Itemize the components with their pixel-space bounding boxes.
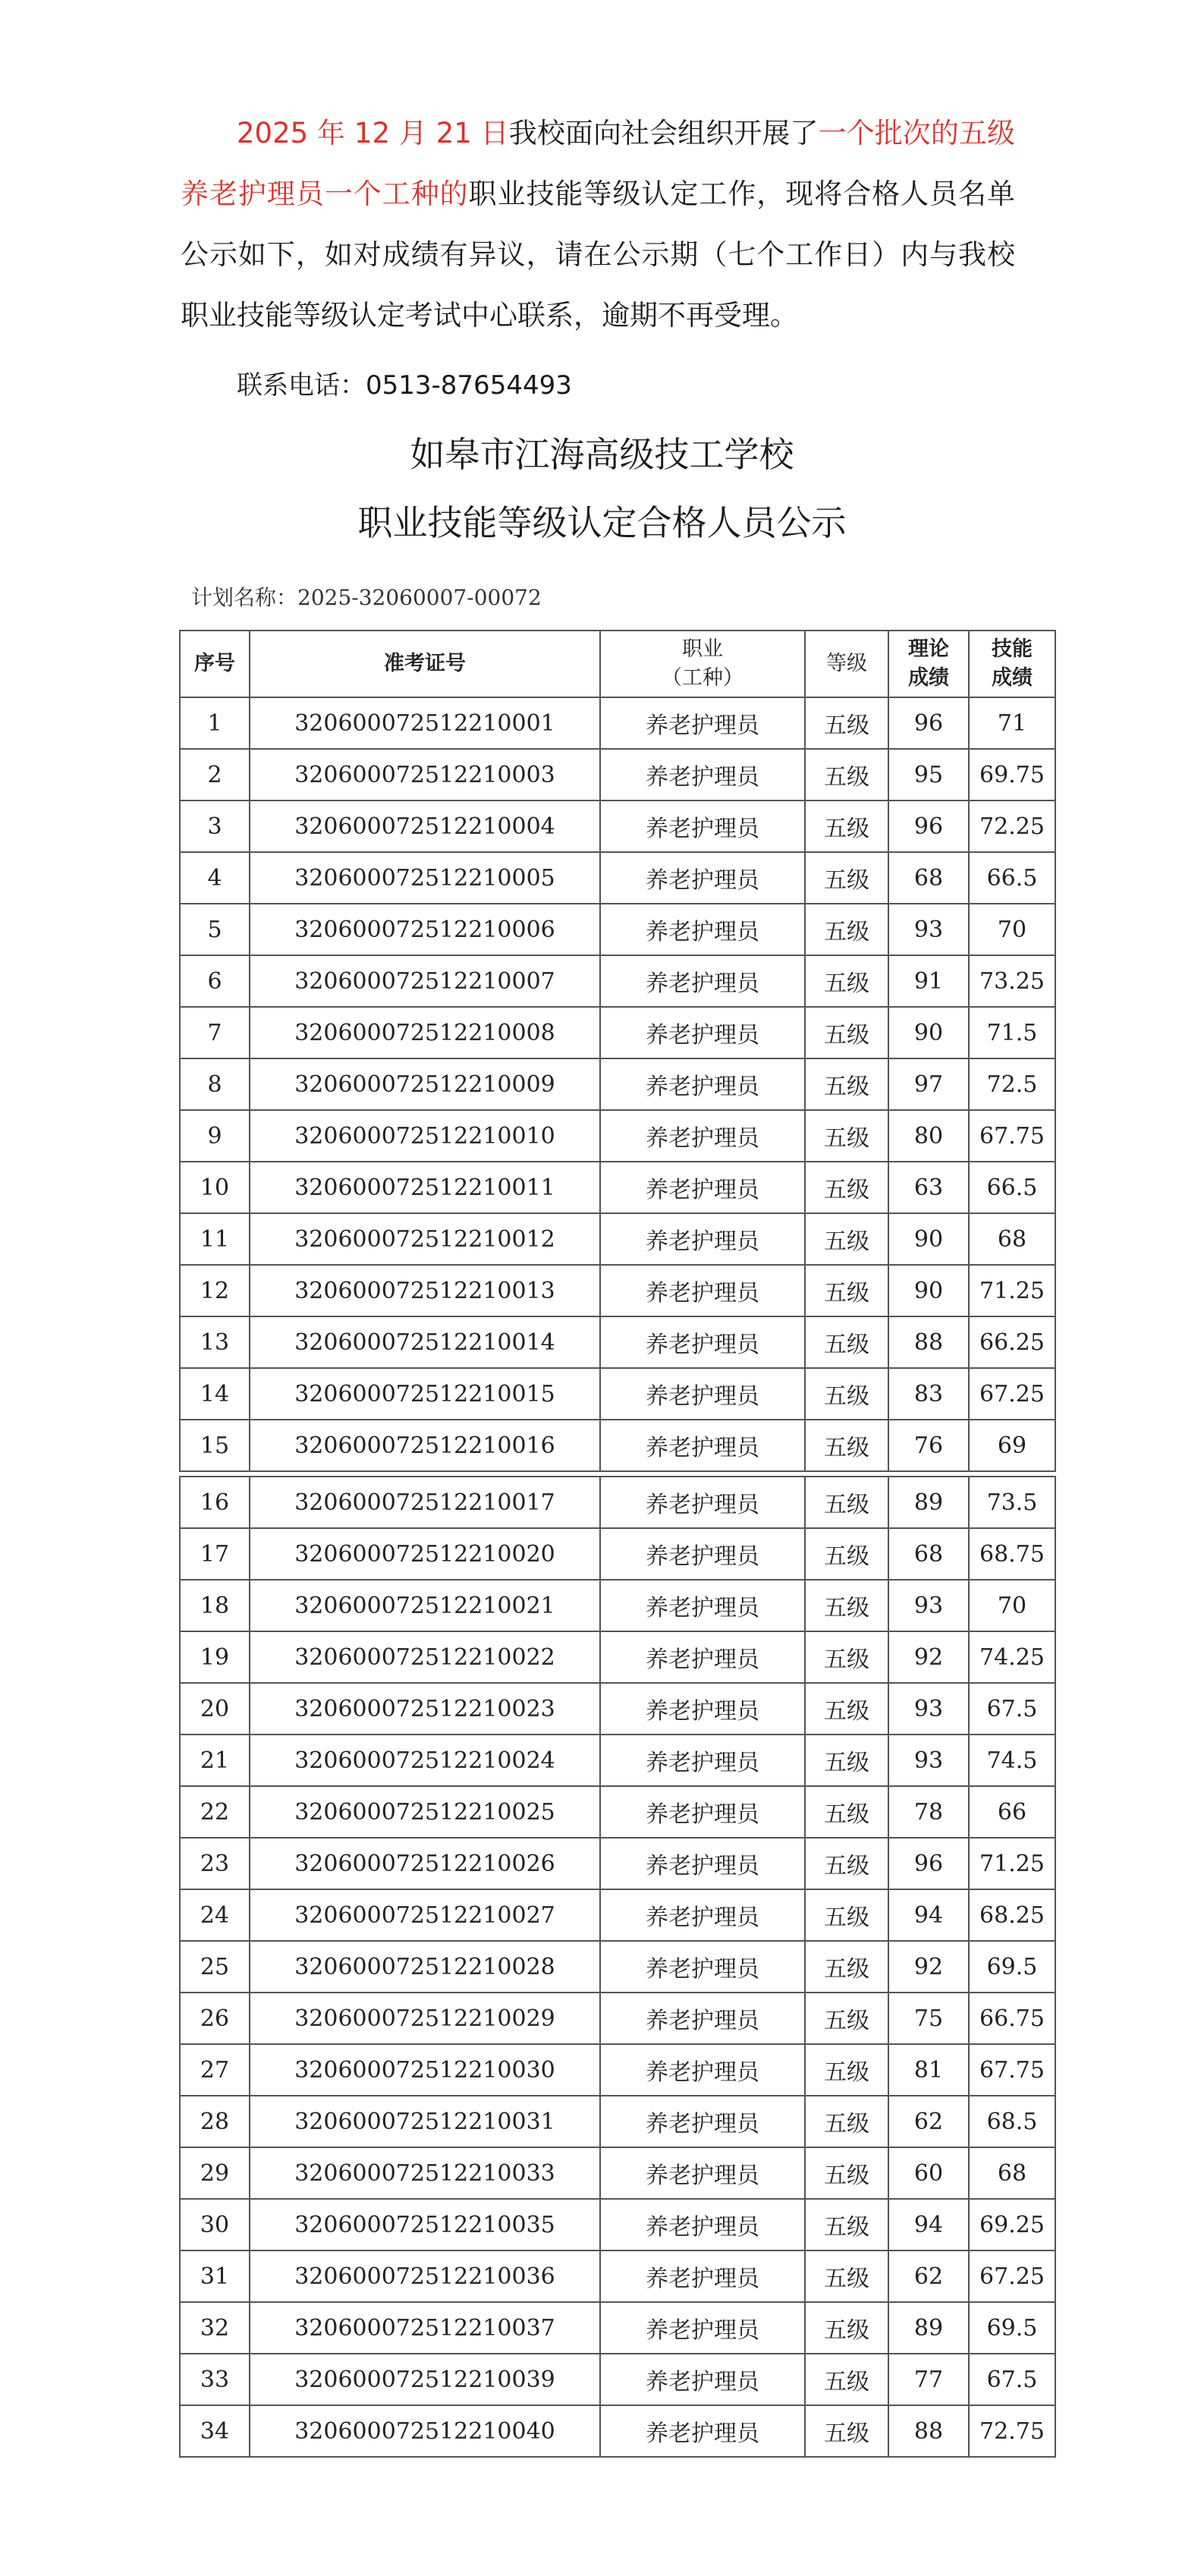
row-index: 7 [180, 1007, 250, 1058]
row-theory-score: 90 [888, 1007, 969, 1058]
header-index: 序号 [180, 631, 250, 697]
row-skill-score: 66.75 [969, 1993, 1055, 2044]
row-theory-score: 77 [888, 2354, 969, 2405]
row-exam-no: 320600072512210022 [250, 1631, 600, 1683]
row-exam-no: 320600072512210039 [250, 2354, 600, 2405]
row-theory-score: 75 [888, 1993, 969, 2044]
row-level: 五级 [805, 1162, 888, 1213]
row-exam-no: 320600072512210027 [250, 1889, 600, 1941]
row-theory-score: 76 [888, 1420, 969, 1471]
table-row [180, 1265, 1055, 1316]
row-index: 1 [180, 697, 250, 749]
row-job: 养老护理员 [600, 2405, 805, 2457]
row-index: 34 [180, 2405, 250, 2457]
row-index: 15 [180, 1420, 250, 1471]
row-index: 4 [180, 852, 250, 904]
row-skill-score: 70 [969, 1580, 1055, 1631]
row-theory-score: 93 [888, 904, 969, 955]
contact-label: 联系电话： [237, 370, 366, 401]
intro-date: 2025 年 12 月 21 日 [237, 117, 509, 149]
table-row [180, 1528, 1055, 1580]
table-row [180, 2302, 1055, 2354]
row-job: 养老护理员 [600, 1889, 805, 1941]
row-level: 五级 [805, 1213, 888, 1265]
row-job: 养老护理员 [600, 1941, 805, 1993]
row-job: 养老护理员 [600, 2096, 805, 2147]
row-index: 8 [180, 1058, 250, 1110]
row-exam-no: 320600072512210024 [250, 1735, 600, 1786]
table-row [180, 1993, 1055, 2044]
table-body-part-1 [180, 697, 1055, 1471]
row-skill-score: 68 [969, 1213, 1055, 1265]
row-skill-score: 68.25 [969, 1889, 1055, 1941]
row-theory-score: 94 [888, 2199, 969, 2250]
table-row [180, 1007, 1055, 1058]
row-exam-no: 320600072512210021 [250, 1580, 600, 1631]
row-exam-no: 320600072512210040 [250, 2405, 600, 2457]
row-job: 养老护理员 [600, 1213, 805, 1265]
plan-name: 计划名称：2025-32060007-00072 [191, 585, 542, 610]
row-level: 五级 [805, 1058, 888, 1110]
row-exam-no: 320600072512210025 [250, 1786, 600, 1838]
row-level: 五级 [805, 1580, 888, 1631]
row-theory-score: 62 [888, 2096, 969, 2147]
table-row [180, 697, 1055, 749]
row-skill-score: 69.5 [969, 1941, 1055, 1993]
table-row [180, 1889, 1055, 1941]
row-exam-no: 320600072512210026 [250, 1838, 600, 1889]
row-theory-score: 80 [888, 1110, 969, 1162]
row-exam-no: 320600072512210020 [250, 1528, 600, 1580]
row-level: 五级 [805, 1420, 888, 1471]
row-theory-score: 92 [888, 1631, 969, 1683]
row-index: 16 [180, 1477, 250, 1528]
table-row [180, 1110, 1055, 1162]
row-level: 五级 [805, 1007, 888, 1058]
row-index: 13 [180, 1316, 250, 1368]
row-exam-no: 320600072512210016 [250, 1420, 600, 1471]
row-job: 养老护理员 [600, 2250, 805, 2302]
row-theory-score: 96 [888, 1838, 969, 1889]
row-level: 五级 [805, 1265, 888, 1316]
row-skill-score: 73.5 [969, 1477, 1055, 1528]
row-theory-score: 91 [888, 955, 969, 1007]
row-level: 五级 [805, 1735, 888, 1786]
table-row [180, 1580, 1055, 1631]
row-skill-score: 67.25 [969, 1368, 1055, 1420]
row-level: 五级 [805, 2250, 888, 2302]
row-exam-no: 320600072512210031 [250, 2096, 600, 2147]
row-theory-score: 60 [888, 2147, 969, 2199]
row-level: 五级 [805, 2199, 888, 2250]
row-theory-score: 95 [888, 749, 969, 800]
row-index: 24 [180, 1889, 250, 1941]
row-index: 33 [180, 2354, 250, 2405]
row-exam-no: 320600072512210017 [250, 1477, 600, 1528]
row-job: 养老护理员 [600, 2302, 805, 2354]
row-job: 养老护理员 [600, 955, 805, 1007]
row-level: 五级 [805, 1110, 888, 1162]
table-row [180, 1058, 1055, 1110]
row-theory-score: 93 [888, 1683, 969, 1735]
row-level: 五级 [805, 904, 888, 955]
row-index: 2 [180, 749, 250, 800]
row-job: 养老护理员 [600, 1528, 805, 1580]
row-level: 五级 [805, 2405, 888, 2457]
row-theory-score: 88 [888, 1316, 969, 1368]
row-index: 30 [180, 2199, 250, 2250]
row-theory-score: 96 [888, 800, 969, 852]
row-level: 五级 [805, 1528, 888, 1580]
row-level: 五级 [805, 1786, 888, 1838]
row-index: 6 [180, 955, 250, 1007]
row-skill-score: 69.25 [969, 2199, 1055, 2250]
row-theory-score: 88 [888, 2405, 969, 2457]
table-row [180, 749, 1055, 800]
row-job: 养老护理员 [600, 2354, 805, 2405]
table-row [180, 1162, 1055, 1213]
row-theory-score: 90 [888, 1213, 969, 1265]
row-skill-score: 72.5 [969, 1058, 1055, 1110]
row-job: 养老护理员 [600, 852, 805, 904]
row-theory-score: 89 [888, 1477, 969, 1528]
row-exam-no: 320600072512210013 [250, 1265, 600, 1316]
row-exam-no: 320600072512210003 [250, 749, 600, 800]
row-index: 27 [180, 2044, 250, 2096]
row-index: 21 [180, 1735, 250, 1786]
row-skill-score: 66.5 [969, 852, 1055, 904]
row-job: 养老护理员 [600, 2044, 805, 2096]
row-job: 养老护理员 [600, 1631, 805, 1683]
row-level: 五级 [805, 1477, 888, 1528]
row-skill-score: 71.5 [969, 1007, 1055, 1058]
table-row [180, 904, 1055, 955]
row-skill-score: 68.75 [969, 1528, 1055, 1580]
row-index: 12 [180, 1265, 250, 1316]
row-exam-no: 320600072512210036 [250, 2250, 600, 2302]
row-skill-score: 66.25 [969, 1316, 1055, 1368]
row-job: 养老护理员 [600, 1162, 805, 1213]
results-table-part-1 [179, 630, 1056, 1472]
row-index: 5 [180, 904, 250, 955]
row-index: 31 [180, 2250, 250, 2302]
table-row [180, 2354, 1055, 2405]
row-level: 五级 [805, 697, 888, 749]
table-row [180, 1368, 1055, 1420]
row-exam-no: 320600072512210028 [250, 1941, 600, 1993]
row-exam-no: 320600072512210008 [250, 1007, 600, 1058]
row-level: 五级 [805, 1941, 888, 1993]
row-exam-no: 320600072512210011 [250, 1162, 600, 1213]
row-index: 3 [180, 800, 250, 852]
row-theory-score: 90 [888, 1265, 969, 1316]
row-level: 五级 [805, 1838, 888, 1889]
row-job: 养老护理员 [600, 1786, 805, 1838]
row-job: 养老护理员 [600, 2199, 805, 2250]
row-level: 五级 [805, 1316, 888, 1368]
notice-title: 职业技能等级认定合格人员公示 [357, 502, 847, 543]
row-exam-no: 320600072512210014 [250, 1316, 600, 1368]
row-exam-no: 320600072512210035 [250, 2199, 600, 2250]
table-body-part-2 [180, 1477, 1055, 2457]
row-level: 五级 [805, 749, 888, 800]
row-exam-no: 320600072512210033 [250, 2147, 600, 2199]
row-skill-score: 71.25 [969, 1265, 1055, 1316]
row-skill-score: 66 [969, 1786, 1055, 1838]
row-theory-score: 62 [888, 2250, 969, 2302]
intro-highlight: 一个批次的五级养老护理员一个工种的 [181, 117, 1016, 210]
row-skill-score: 67.25 [969, 2250, 1055, 2302]
row-job: 养老护理员 [600, 1316, 805, 1368]
row-theory-score: 68 [888, 1528, 969, 1580]
row-skill-score: 68 [969, 2147, 1055, 2199]
row-index: 22 [180, 1786, 250, 1838]
row-level: 五级 [805, 852, 888, 904]
table-row [180, 2096, 1055, 2147]
row-theory-score: 78 [888, 1786, 969, 1838]
row-index: 32 [180, 2302, 250, 2354]
row-index: 17 [180, 1528, 250, 1580]
table-row [180, 800, 1055, 852]
row-level: 五级 [805, 1683, 888, 1735]
row-index: 18 [180, 1580, 250, 1631]
intro-text-1: 我校面向社会组织开展了 [508, 117, 819, 149]
row-job: 养老护理员 [600, 749, 805, 800]
row-theory-score: 63 [888, 1162, 969, 1213]
row-job: 养老护理员 [600, 800, 805, 852]
row-exam-no: 320600072512210010 [250, 1110, 600, 1162]
row-exam-no: 320600072512210001 [250, 697, 600, 749]
table-row [180, 2044, 1055, 2096]
row-level: 五级 [805, 800, 888, 852]
row-index: 26 [180, 1993, 250, 2044]
row-level: 五级 [805, 2096, 888, 2147]
row-job: 养老护理员 [600, 1420, 805, 1471]
row-exam-no: 320600072512210023 [250, 1683, 600, 1735]
row-theory-score: 96 [888, 697, 969, 749]
row-index: 20 [180, 1683, 250, 1735]
row-skill-score: 74.5 [969, 1735, 1055, 1786]
row-skill-score: 69.75 [969, 749, 1055, 800]
row-skill-score: 71.25 [969, 1838, 1055, 1889]
table-header-row [180, 631, 1055, 697]
table-row [180, 1631, 1055, 1683]
row-job: 养老护理员 [600, 1477, 805, 1528]
row-theory-score: 83 [888, 1368, 969, 1420]
row-exam-no: 320600072512210015 [250, 1368, 600, 1420]
row-index: 29 [180, 2147, 250, 2199]
row-exam-no: 320600072512210005 [250, 852, 600, 904]
row-job: 养老护理员 [600, 1007, 805, 1058]
row-level: 五级 [805, 2044, 888, 2096]
row-index: 23 [180, 1838, 250, 1889]
row-theory-score: 93 [888, 1580, 969, 1631]
table-row [180, 1477, 1055, 1528]
row-index: 19 [180, 1631, 250, 1683]
row-skill-score: 69.5 [969, 2302, 1055, 2354]
header-job: 职业 （工种） [600, 631, 805, 697]
row-exam-no: 320600072512210029 [250, 1993, 600, 2044]
row-exam-no: 320600072512210007 [250, 955, 600, 1007]
row-job: 养老护理员 [600, 1683, 805, 1735]
row-skill-score: 67.5 [969, 2354, 1055, 2405]
table-row [180, 955, 1055, 1007]
row-skill-score: 72.75 [969, 2405, 1055, 2457]
row-job: 养老护理员 [600, 1838, 805, 1889]
row-exam-no: 320600072512210012 [250, 1213, 600, 1265]
table-row [180, 852, 1055, 904]
row-job: 养老护理员 [600, 697, 805, 749]
row-job: 养老护理员 [600, 1265, 805, 1316]
header-exam-no: 准考证号 [250, 631, 600, 697]
row-skill-score: 70 [969, 904, 1055, 955]
row-job: 养老护理员 [600, 1735, 805, 1786]
table-row [180, 1941, 1055, 1993]
row-skill-score: 67.75 [969, 2044, 1055, 2096]
row-exam-no: 320600072512210006 [250, 904, 600, 955]
row-level: 五级 [805, 1368, 888, 1420]
row-job: 养老护理员 [600, 1058, 805, 1110]
row-exam-no: 320600072512210009 [250, 1058, 600, 1110]
table-row [180, 2405, 1055, 2457]
row-index: 9 [180, 1110, 250, 1162]
row-job: 养老护理员 [600, 2147, 805, 2199]
table-row [180, 1683, 1055, 1735]
row-index: 28 [180, 2096, 250, 2147]
table-row [180, 2199, 1055, 2250]
row-level: 五级 [805, 2147, 888, 2199]
table-row [180, 1420, 1055, 1471]
row-job: 养老护理员 [600, 1368, 805, 1420]
row-level: 五级 [805, 955, 888, 1007]
table-row [180, 2250, 1055, 2302]
row-exam-no: 320600072512210030 [250, 2044, 600, 2096]
table-row [180, 1316, 1055, 1368]
row-theory-score: 68 [888, 852, 969, 904]
row-skill-score: 68.5 [969, 2096, 1055, 2147]
table-row [180, 1213, 1055, 1265]
row-skill-score: 71 [969, 697, 1055, 749]
intro-paragraph [181, 103, 1015, 346]
row-index: 25 [180, 1941, 250, 1993]
row-exam-no: 320600072512210037 [250, 2302, 600, 2354]
row-theory-score: 94 [888, 1889, 969, 1941]
row-skill-score: 67.5 [969, 1683, 1055, 1735]
row-exam-no: 320600072512210004 [250, 800, 600, 852]
row-skill-score: 74.25 [969, 1631, 1055, 1683]
row-theory-score: 89 [888, 2302, 969, 2354]
row-skill-score: 72.25 [969, 800, 1055, 852]
row-skill-score: 69 [969, 1420, 1055, 1471]
row-theory-score: 92 [888, 1941, 969, 1993]
row-job: 养老护理员 [600, 1993, 805, 2044]
table-row [180, 1786, 1055, 1838]
row-theory-score: 81 [888, 2044, 969, 2096]
header-theory: 理论 成绩 [888, 631, 969, 697]
header-level: 等级 [805, 631, 888, 697]
table-row [180, 1838, 1055, 1889]
row-level: 五级 [805, 2354, 888, 2405]
contact-phone: 0513-87654493 [366, 370, 572, 401]
intro-text-2: 职业技能等级认定工作，现将合格人员名单公示如下，如对成绩有异议，请在公示期（七个工作日）内与我校职业技能等级认定考试中心联系，逾期不再受理。 [181, 178, 1016, 332]
row-job: 养老护理员 [600, 1110, 805, 1162]
row-job: 养老护理员 [600, 904, 805, 955]
header-skill: 技能 成绩 [969, 631, 1055, 697]
row-skill-score: 66.5 [969, 1162, 1055, 1213]
results-table-part-2 [179, 1476, 1056, 2458]
row-theory-score: 93 [888, 1735, 969, 1786]
row-level: 五级 [805, 1631, 888, 1683]
row-level: 五级 [805, 1889, 888, 1941]
table-row [180, 1735, 1055, 1786]
contact-line [237, 355, 572, 416]
school-title: 如皋市江海高级技工学校 [410, 434, 794, 475]
row-level: 五级 [805, 1993, 888, 2044]
row-skill-score: 67.75 [969, 1110, 1055, 1162]
table-row [180, 2147, 1055, 2199]
row-theory-score: 97 [888, 1058, 969, 1110]
row-skill-score: 73.25 [969, 955, 1055, 1007]
row-level: 五级 [805, 2302, 888, 2354]
row-index: 14 [180, 1368, 250, 1420]
row-index: 10 [180, 1162, 250, 1213]
row-job: 养老护理员 [600, 1580, 805, 1631]
row-index: 11 [180, 1213, 250, 1265]
